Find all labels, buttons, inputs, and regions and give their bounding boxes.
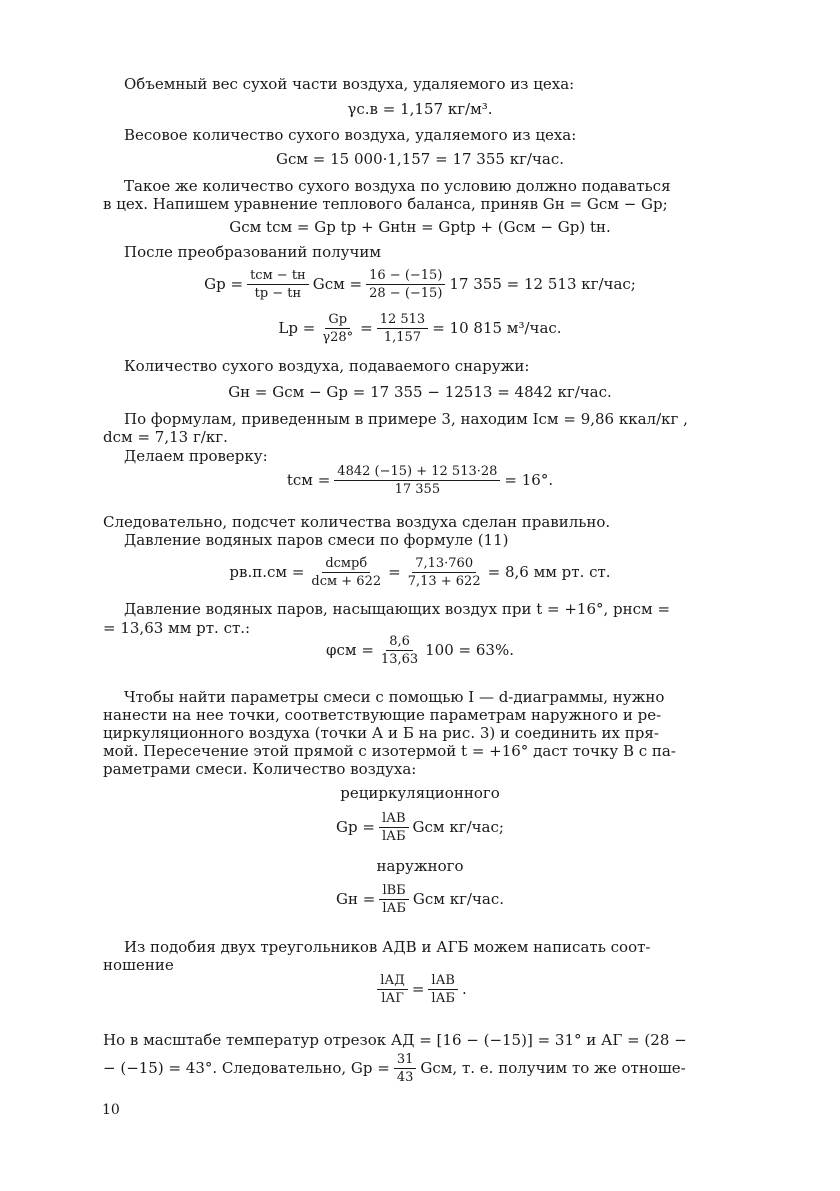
paragraph-formulas-line-2: dсм = 7,13 г/кг. bbox=[103, 428, 228, 446]
denominator: lАГ bbox=[381, 990, 404, 1006]
denominator: 28 − (−15) bbox=[369, 285, 443, 301]
page-number: 10 bbox=[102, 1102, 120, 1118]
numerator: 4842 (−15) + 12 513·28 bbox=[334, 463, 500, 481]
fraction bbox=[377, 311, 429, 346]
numerator: 7,13·760 bbox=[412, 555, 476, 573]
denominator: 43 bbox=[396, 1069, 414, 1085]
fraction bbox=[319, 311, 356, 346]
equation-vapor-pressure bbox=[0, 550, 840, 594]
equation-check bbox=[0, 458, 840, 502]
numerator: dсмpб bbox=[322, 555, 370, 573]
paragraph-supply-line-2: в цех. Напишем уравнение теплового баланса, приняв Gн = Gсм − Gр; bbox=[103, 195, 668, 213]
denominator: 17 355 bbox=[394, 481, 441, 497]
paragraph-saturated-pressure-line-2: = 13,63 мм рт. ст.: bbox=[103, 619, 251, 637]
label-outdoor: наружного bbox=[376, 857, 464, 875]
fraction bbox=[379, 810, 409, 845]
paragraph-diagram-line-5: раметрами смеси. Количество воздуха: bbox=[103, 760, 417, 778]
eq-part: Lр = bbox=[278, 319, 316, 337]
numerator: 31 bbox=[394, 1051, 417, 1069]
equation-g-p-ratio bbox=[0, 804, 840, 850]
paragraph-triangles-line-1: Из подобия двух треугольников АДВ и АГБ можем написать соот- bbox=[124, 938, 651, 956]
denominator: tр − tн bbox=[254, 285, 302, 301]
eq-part: tсм = bbox=[286, 471, 331, 489]
eq-part: φсм = bbox=[326, 641, 374, 659]
eq-part: Gр = bbox=[204, 275, 244, 293]
fraction bbox=[378, 633, 421, 668]
eq-part: Gсм = bbox=[312, 275, 363, 293]
eq-part: = bbox=[411, 980, 425, 998]
paragraph-dry-air-specific-weight: Объемный вес сухой части воздуха, удаляемого из цеха: bbox=[124, 75, 575, 93]
eq-part: Gн = bbox=[335, 890, 376, 908]
eq-part: . bbox=[461, 980, 467, 998]
paragraph-formulas-line-1: По формулам, приведенным в примере 3, находим Iсм = 9,86 ккал/кг , bbox=[124, 410, 688, 428]
paragraph-dry-air-weight: Весовое количество сухого воздуха, удаляемого из цеха: bbox=[124, 126, 577, 144]
eq-part: = 10 815 м³/час. bbox=[432, 319, 562, 337]
equation-l-p bbox=[0, 306, 840, 350]
eq-part: 100 = 63%. bbox=[425, 641, 514, 659]
denominator: dсм + 622 bbox=[311, 573, 382, 589]
fraction bbox=[308, 555, 384, 590]
eq-part: = 8,6 мм рт. ст. bbox=[487, 563, 611, 581]
paragraph-diagram-line-2: нанести на нее точки, соответствующие параметрам наружного и ре- bbox=[103, 706, 662, 724]
paragraph-diagram-line-3: циркуляционного воздуха (точки А и Б на рис. 3) и соединить их пря- bbox=[103, 724, 659, 742]
paragraph-vapor-pressure: Давление водяных паров смеси по формуле (11) bbox=[124, 531, 509, 549]
numerator: tсм − tн bbox=[247, 267, 309, 285]
eq-part: Gр = bbox=[336, 818, 375, 836]
equation-heat-balance: Gсм tсм = Gр tр + Gнtн = Gрtр + (Gсм − Gр) tн. bbox=[229, 218, 611, 236]
numerator: lВБ bbox=[379, 882, 408, 900]
equation-g-cm: Gсм = 15 000·1,157 = 17 355 кг/час. bbox=[275, 150, 565, 168]
numerator: lАД bbox=[377, 972, 408, 990]
denominator: 13,63 bbox=[380, 651, 419, 667]
paragraph-saturated-pressure-line-1: Давление водяных паров, насыщающих воздух при t = +16°, pнсм = bbox=[124, 600, 671, 618]
eq-part: pв.п.см = bbox=[229, 563, 305, 581]
denominator: lАБ bbox=[382, 900, 406, 916]
fraction bbox=[334, 463, 500, 498]
equation-g-p bbox=[0, 262, 840, 306]
eq-part: 17 355 = 12 513 кг/час; bbox=[449, 275, 636, 293]
fraction bbox=[428, 972, 458, 1007]
denominator: γ28° bbox=[322, 329, 354, 345]
eq-part: Gсм кг/час; bbox=[412, 818, 504, 836]
denominator: lАБ bbox=[381, 828, 406, 844]
equation-g-n: Gн = Gсм − Gр = 17 355 − 12513 = 4842 кг/час. bbox=[228, 383, 612, 401]
paragraph-conclusion: Следовательно, подсчет количества воздуха сделан правильно. bbox=[103, 513, 611, 531]
denominator: 7,13 + 622 bbox=[407, 573, 481, 589]
equation-g-n-ratio bbox=[0, 876, 840, 922]
text: − (−15) = 43°. Следовательно, Gр = bbox=[103, 1059, 390, 1077]
paragraph-outdoor-air: Количество сухого воздуха, подаваемого снаружи: bbox=[124, 357, 530, 375]
paragraph-check: Делаем проверку: bbox=[124, 447, 268, 465]
numerator: lАВ bbox=[428, 972, 458, 990]
equation-similarity-ratio bbox=[0, 964, 840, 1014]
text: Gсм, т. е. получим то же отноше- bbox=[420, 1059, 686, 1077]
numerator: 16 − (−15) bbox=[366, 267, 445, 285]
paragraph-diagram-line-1: Чтобы найти параметры смеси с помощью I — d-диаграммы, нужно bbox=[124, 688, 665, 706]
fraction bbox=[379, 882, 409, 917]
eq-part: = bbox=[360, 319, 373, 337]
fraction bbox=[405, 555, 484, 590]
paragraph-supply-line-1 bbox=[124, 177, 707, 195]
paragraph-diagram-line-4: мой. Пересечение этой прямой с изотермой t = +16° даст точку В с па- bbox=[103, 742, 676, 760]
numerator: Gр bbox=[325, 311, 350, 329]
eq-part: = 16°. bbox=[504, 471, 554, 489]
denominator: lАБ bbox=[431, 990, 455, 1006]
paragraph-after-transform: После преобразований получим bbox=[124, 243, 382, 261]
numerator: lАВ bbox=[379, 810, 409, 828]
fraction bbox=[247, 267, 309, 302]
paragraph-triangles-line-2: ношение bbox=[103, 956, 174, 974]
numerator: 12 513 bbox=[377, 311, 429, 329]
eq-part: Gсм кг/час. bbox=[412, 890, 505, 908]
paragraph-scale-line-1: Но в масштабе температур отрезок АД = [16 − (−15)] = 31° и АГ = (28 − bbox=[103, 1031, 687, 1049]
equation-phi bbox=[0, 628, 840, 672]
fraction bbox=[366, 267, 445, 302]
paragraph-scale-line-2 bbox=[103, 1048, 686, 1088]
fraction bbox=[394, 1051, 417, 1086]
numerator: 8,6 bbox=[386, 633, 413, 651]
fraction bbox=[377, 972, 408, 1007]
denominator: 1,157 bbox=[383, 329, 422, 345]
label-recirculation: рециркуляционного bbox=[340, 784, 500, 802]
equation-gamma: γс.в = 1,157 кг/м³. bbox=[347, 100, 493, 118]
eq-part: = bbox=[388, 563, 401, 581]
text: Такое же количество сухого воздуха по условию должно подаваться bbox=[124, 177, 671, 195]
